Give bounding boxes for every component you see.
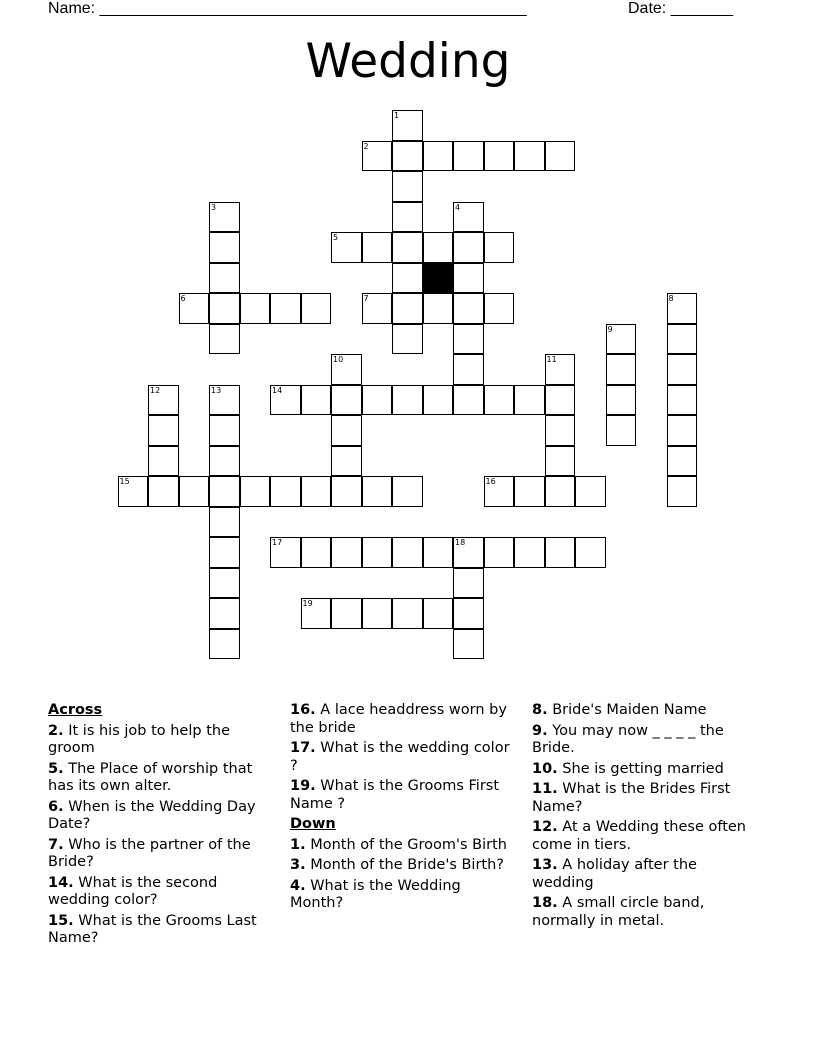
across-clue-list-continued	[290, 702, 515, 813]
grid-cell[interactable]	[270, 293, 301, 324]
grid-cell[interactable]	[179, 476, 210, 507]
grid-cell[interactable]	[545, 476, 576, 507]
grid-cell[interactable]	[514, 141, 545, 172]
grid-cell[interactable]	[667, 385, 698, 416]
clue-item	[532, 857, 762, 892]
grid-cell[interactable]	[301, 476, 332, 507]
clue-number: 10	[333, 355, 344, 364]
clue-item-number: 2.	[48, 722, 64, 739]
clue-item	[532, 761, 762, 779]
grid-cell[interactable]	[514, 385, 545, 416]
clue-item-text: What is the Brides First Name?	[532, 781, 731, 815]
grid-cell[interactable]	[392, 598, 423, 629]
clue-item-text: Month of the Bride's Birth?	[305, 857, 504, 873]
grid-cell[interactable]	[392, 141, 423, 172]
clue-number: 15	[119, 477, 130, 486]
clue-item	[48, 875, 273, 910]
grid-cell[interactable]	[209, 476, 240, 507]
clue-item	[290, 837, 515, 855]
clue-item-number: 17.	[290, 740, 316, 756]
clue-item	[532, 723, 762, 758]
grid-cell[interactable]	[331, 476, 362, 507]
grid-cell[interactable]	[362, 537, 393, 568]
clue-number: 11	[546, 355, 557, 364]
grid-cell[interactable]	[209, 446, 240, 477]
grid-cell[interactable]	[453, 263, 484, 294]
clue-item-text: Bride's Maiden Name	[547, 702, 707, 718]
clue-item-number: 18.	[532, 895, 558, 911]
grid-cell[interactable]	[514, 537, 545, 568]
clue-item	[48, 837, 273, 872]
clue-number: 12	[150, 385, 161, 395]
clue-item-number: 7.	[48, 836, 64, 853]
grid-cell[interactable]	[392, 202, 423, 233]
clue-item	[290, 878, 515, 913]
clue-item-number: 3.	[290, 857, 306, 873]
clue-item-number: 4.	[290, 877, 306, 894]
clue-item	[532, 895, 762, 930]
grid-cell[interactable]	[209, 263, 240, 294]
grid-cell[interactable]	[453, 293, 484, 324]
grid-cell[interactable]	[209, 293, 240, 324]
grid-cell[interactable]	[362, 385, 393, 416]
grid-cell[interactable]	[545, 446, 576, 477]
clue-item-text: Who is the partner of the Bride?	[48, 836, 251, 870]
grid-cell[interactable]	[484, 537, 515, 568]
clue-number: 7	[363, 294, 369, 303]
grid-cell[interactable]	[301, 293, 332, 324]
grid-cell[interactable]	[331, 446, 362, 477]
clue-item-number: 8.	[532, 702, 548, 718]
grid-cell[interactable]	[301, 537, 332, 568]
grid-cell[interactable]	[606, 385, 637, 416]
clue-item-number: 1.	[290, 836, 306, 853]
clue-number: 16	[485, 477, 496, 486]
clue-item	[532, 781, 762, 816]
clue-item-text: What is the wedding color ?	[290, 740, 510, 774]
grid-cell[interactable]	[209, 415, 240, 446]
clue-item-text: You may now _ _ _ _ the Bride.	[532, 722, 724, 756]
grid-cell[interactable]	[514, 476, 545, 507]
clue-column-3	[532, 702, 762, 933]
across-clue-list	[48, 723, 273, 948]
clue-item-text: She is getting married	[557, 760, 724, 777]
clue-number: 9	[607, 324, 613, 334]
down-clue-list	[290, 837, 515, 913]
grid-cell[interactable]	[392, 476, 423, 507]
grid-cell[interactable]	[331, 385, 362, 416]
grid-cell[interactable]	[484, 293, 515, 324]
clue-item-number: 6.	[48, 798, 64, 815]
grid-cell[interactable]	[209, 232, 240, 263]
down-clue-list-continued	[532, 702, 762, 930]
clue-column-2	[290, 702, 515, 916]
black-cell[interactable]	[423, 263, 454, 294]
grid-cell[interactable]	[392, 263, 423, 294]
grid-cell[interactable]	[423, 141, 454, 172]
clue-item-text: What is the Grooms First Name ?	[290, 778, 500, 812]
grid-cell[interactable]	[545, 385, 576, 416]
grid-cell[interactable]	[575, 476, 606, 507]
clue-number: 2	[363, 141, 369, 151]
clue-item	[290, 702, 515, 737]
clue-item-number: 19.	[290, 778, 316, 794]
clue-item-number: 5.	[48, 760, 64, 777]
grid-cell[interactable]	[453, 629, 484, 660]
grid-cell[interactable]	[453, 385, 484, 416]
grid-cell[interactable]	[453, 324, 484, 355]
grid-cell[interactable]	[392, 537, 423, 568]
clue-item-number: 16.	[290, 702, 316, 718]
clue-item-text: The Place of worship that has its own alter.	[48, 760, 253, 794]
grid-cell[interactable]	[423, 293, 454, 324]
grid-cell[interactable]	[362, 232, 393, 263]
grid-cell[interactable]	[667, 415, 698, 446]
clue-number: 19	[302, 599, 313, 608]
grid-cell[interactable]	[270, 476, 301, 507]
grid-cell[interactable]	[545, 141, 576, 172]
grid-cell[interactable]	[331, 537, 362, 568]
clue-number: 4	[455, 202, 461, 212]
grid-cell[interactable]	[453, 354, 484, 385]
grid-cell[interactable]	[453, 141, 484, 172]
clue-column-1	[48, 702, 273, 951]
clue-item	[532, 702, 762, 720]
grid-cell[interactable]	[484, 385, 515, 416]
clue-item	[532, 819, 762, 854]
grid-cell[interactable]	[148, 476, 179, 507]
grid-cell[interactable]	[453, 568, 484, 599]
clue-number: 8	[668, 294, 674, 303]
grid-cell[interactable]	[148, 446, 179, 477]
clue-item	[48, 761, 273, 796]
grid-cell[interactable]	[545, 415, 576, 446]
grid-cell[interactable]	[331, 598, 362, 629]
grid-cell[interactable]	[606, 415, 637, 446]
clue-item	[290, 740, 515, 775]
grid-cell[interactable]	[148, 415, 179, 446]
grid-cell[interactable]	[667, 354, 698, 385]
clue-item-text: A small circle band, normally in metal.	[532, 895, 705, 929]
grid-cell[interactable]	[209, 507, 240, 538]
clue-item-text: What is the Wedding Month?	[290, 877, 461, 911]
grid-cell[interactable]	[240, 293, 271, 324]
clue-item-number: 13.	[532, 857, 558, 873]
clue-number: 14	[272, 385, 283, 395]
clue-item	[290, 857, 515, 875]
clue-item-text: A holiday after the wedding	[532, 857, 697, 891]
grid-cell[interactable]	[240, 476, 271, 507]
grid-cell[interactable]	[209, 324, 240, 355]
grid-cell[interactable]	[423, 232, 454, 263]
clue-item-text: At a Wedding these often come in tiers.	[532, 819, 746, 853]
grid-cell[interactable]	[209, 568, 240, 599]
grid-cell[interactable]	[423, 385, 454, 416]
down-heading: Down	[290, 816, 336, 832]
clue-item	[48, 913, 273, 948]
clue-number: 17	[272, 538, 283, 547]
grid-cell[interactable]	[392, 293, 423, 324]
clue-item-number: 11.	[532, 781, 558, 797]
grid-cell[interactable]	[575, 537, 606, 568]
grid-cell[interactable]	[209, 537, 240, 568]
grid-cell[interactable]	[667, 324, 698, 355]
clue-item-text: It is his job to help the groom	[48, 722, 230, 756]
grid-cell[interactable]	[331, 415, 362, 446]
clue-number: 18	[455, 538, 466, 547]
clue-item	[48, 799, 273, 834]
name-line: Name: ________________________________________________	[48, 0, 527, 17]
clue-item-text: When is the Wedding Day Date?	[48, 798, 256, 832]
clue-number: 1	[394, 111, 400, 120]
grid-cell[interactable]	[667, 476, 698, 507]
grid-cell[interactable]	[209, 629, 240, 660]
clue-item-number: 9.	[532, 722, 548, 739]
clue-item-number: 15.	[48, 912, 74, 929]
grid-cell[interactable]	[453, 598, 484, 629]
grid-cell[interactable]	[301, 385, 332, 416]
clue-number: 3	[211, 202, 217, 212]
clue-item-number: 12.	[532, 819, 558, 835]
clue-number: 6	[180, 294, 186, 303]
across-heading: Across	[48, 702, 103, 718]
grid-cell[interactable]	[606, 354, 637, 385]
clue-item	[290, 778, 515, 813]
grid-cell[interactable]	[545, 537, 576, 568]
grid-cell[interactable]	[423, 598, 454, 629]
grid-cell[interactable]	[362, 476, 393, 507]
grid-cell[interactable]	[392, 171, 423, 202]
clue-item-text: Month of the Groom's Birth	[305, 836, 507, 853]
clue-item-text: What is the Grooms Last Name?	[48, 912, 257, 946]
clue-item-number: 10.	[532, 760, 558, 777]
grid-cell[interactable]	[484, 141, 515, 172]
grid-cell[interactable]	[209, 598, 240, 629]
clue-item-text: A lace headdress worn by the bride	[290, 702, 507, 736]
grid-cell[interactable]	[423, 537, 454, 568]
clue-item-number: 14.	[48, 874, 74, 891]
grid-cell[interactable]	[484, 232, 515, 263]
grid-cell[interactable]	[453, 232, 484, 263]
grid-cell[interactable]	[392, 324, 423, 355]
clue-item-text: What is the second wedding color?	[48, 874, 218, 908]
grid-cell[interactable]	[392, 385, 423, 416]
grid-cell[interactable]	[392, 232, 423, 263]
clue-number: 5	[333, 233, 339, 242]
page-title: Wedding	[305, 34, 511, 89]
clue-item	[48, 723, 273, 758]
grid-cell[interactable]	[362, 598, 393, 629]
date-line: Date: _______	[628, 0, 733, 17]
grid-cell[interactable]	[667, 446, 698, 477]
clue-number: 13	[211, 385, 222, 395]
